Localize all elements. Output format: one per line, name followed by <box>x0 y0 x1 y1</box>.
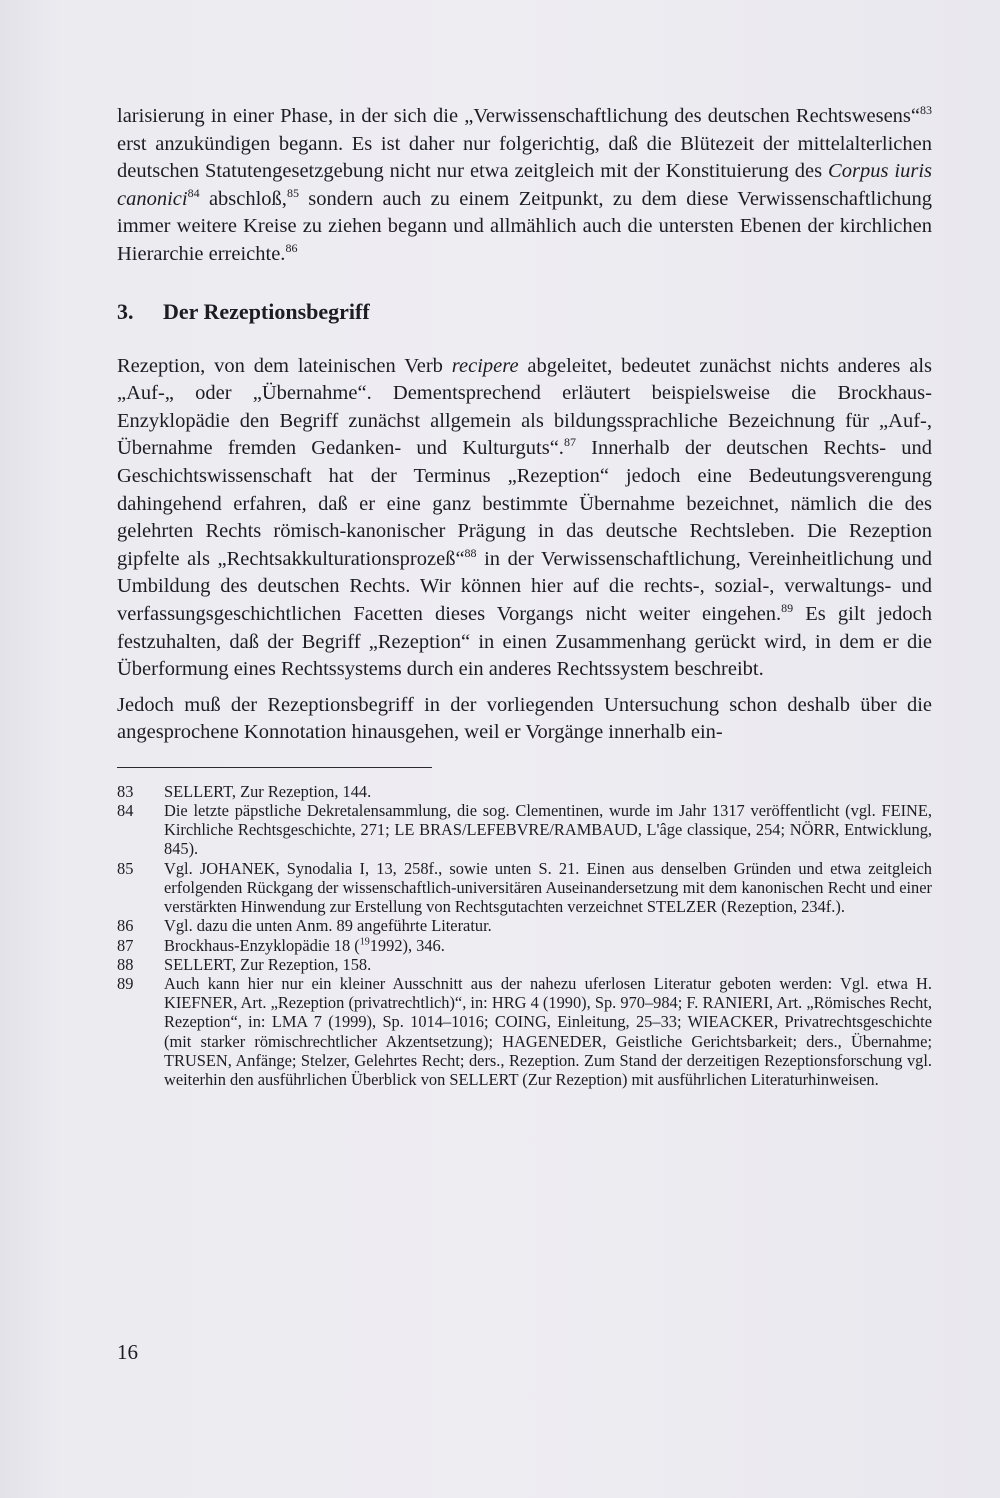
footnote-86 <box>117 916 932 935</box>
footnote-ref-84: 84 <box>187 185 200 200</box>
footnote-text: Die letzte päpstliche Dekretalensammlung, die sog. Clementinen, wurde im Jahr 1317 veröffentlicht (vgl. FEINE, Kirchliche Rechtsgeschichte, 271; LE BRAS/LEFEBVRE/RAMBAUD, L'âge classique, 254; NÖRR, Entwicklung, 845). <box>164 801 932 859</box>
text-run: Innerhalb der deutschen Rechts- und Geschichtswissenschaft hat der Terminus „Rezeption“ jedoch eine Bedeutungsverengung dahingehend erfahren, daß er eine ganz bestimmte Übernahme bezeichnet, nämlich die des gelehrten Rechts römisch-kanonischer Prägung in das deutsche Rechtsleben. Die Rezeption gipfelte als „Rechtsakkulturationsprozeß“ <box>117 437 932 570</box>
footnote-83 <box>117 782 932 801</box>
footnote-number: 83 <box>117 781 134 801</box>
footnote-87 <box>117 936 932 955</box>
text-run: Brockhaus-Enzyklopädie 18 ( <box>164 935 360 955</box>
section-title: Der Rezeptionsbegriff <box>163 298 370 324</box>
footnote-ref-89: 89 <box>781 601 794 616</box>
footnote-text: Auch kann hier nur ein kleiner Ausschnitt aus der nahezu uferlosen Literatur geboten werden: Vgl. etwa H. KIEFNER, Art. „Rezeption (privatrechtlich)“, in: HRG 4 (1990), Sp. 970–984; F. RANIERI, Art. „Römisches Recht, Rezeption“, in: LMA 7 (1999), Sp. 1014–1016; COING, Einleitung, 25–33; WIEACKER, Privatrechtsgeschichte (mit starker römischrechtlicher Akzentsetzung); HAGENEDER, Geistliche Gerichtsbarkeit; ders., Übernahme; TRUSEN, Anfänge; Stelzer, Gelehrtes Recht; ders., Rezeption. Zum Stand der derzeitigen Rezeptionsforschung vgl. weiterhin den ausführlichen Überblick von SELLERT (Zur Rezeption) mit ausführlichen Literaturhinweisen. <box>164 973 932 1089</box>
text-run: abschloß, <box>199 187 287 210</box>
footnote-ref-87: 87 <box>563 435 576 450</box>
footnote-number: 86 <box>117 916 134 936</box>
footnote-89 <box>117 974 932 1089</box>
footnote-number: 87 <box>117 935 134 955</box>
footnote-84 <box>117 801 932 859</box>
paragraph-intro <box>117 103 932 269</box>
paragraph-rezeption <box>117 353 932 684</box>
footnote-separator <box>117 767 432 768</box>
footnote-88 <box>117 955 932 974</box>
paragraph-jedoch: Jedoch muß der Rezeptionsbegriff in der vorliegenden Untersuchung schon deshalb über die angesprochene Konnotation hinausgehen, weil er Vorgänge innerhalb ein- <box>117 693 932 744</box>
text-run: 1992), 346. <box>369 935 445 955</box>
page-number: 16 <box>117 1340 138 1364</box>
text-run: abgeleitet, bedeutet zunächst nichts anderes als „Auf-„ oder „Übernahme“. Dementsprechend erläutert beispielsweise die Brockhaus-Enzyklopädie den Begriff zunächst allgemein als bildungssprachliche Bezeichnung für „Auf-, Übernahme fremden Gedanken- und Kulturguts“. <box>117 354 932 460</box>
italic-term: recipere <box>451 354 519 377</box>
text-block <box>117 103 932 1089</box>
footnote-text: Vgl. JOHANEK, Synodalia I, 13, 258f., sowie unten S. 21. Einen aus denselben Gründen und etwa zeitgleich erfolgenden Rückgang der wissenschaftlich-universitären Auseinandersetzung mit dem kanonischen Recht und einer verstärkten Hinwendung zur Erstellung von Rechtsgutachten verzeichnet STELZER (Rezeption, 234f.). <box>164 858 932 917</box>
text-run: Rezeption, von dem lateinischen Verb <box>117 354 452 377</box>
text-run: in der Verwissenschaftlichung, Vereinheitlichung und Umbildung des deutschen Rechts. Wir können hier auf die rechts-, sozial-, verwaltungs- und verfassungsgeschichtlichen Facetten dieses Vorgangs nicht weiter eingehen. <box>117 547 933 625</box>
footnote-ref-88: 88 <box>464 545 477 560</box>
footnote-ref-86: 86 <box>285 241 298 256</box>
footnote-number: 89 <box>117 973 134 993</box>
footnote-number: 85 <box>117 858 134 878</box>
footnote-number: 84 <box>117 801 134 821</box>
section-number: 3. <box>117 298 134 324</box>
footnote-text <box>164 936 932 955</box>
footnote-text: SELLERT, Zur Rezeption, 144. <box>164 781 372 801</box>
text-run: larisierung in einer Phase, in der sich die „Verwissenschaftlichung des deutschen Rechtswesens“ <box>117 105 920 127</box>
footnote-text: SELLERT, Zur Rezeption, 158. <box>164 954 372 974</box>
italic-term: Corpus iuris canonici <box>117 160 933 210</box>
edition-superscript: 19 <box>359 936 370 948</box>
footnote-ref-85: 85 <box>286 185 299 200</box>
footnote-ref-83: 83 <box>920 103 932 118</box>
text-run: Es gilt jedoch festzuhalten, daß der Begriff „Rezeption“ in einen Zusammenhang gerückt wird, in dem er die Überformung eines Rechtssystems durch ein anderes Rechtssystem beschreibt. <box>117 602 932 681</box>
footnote-85 <box>117 859 932 917</box>
text-run: sondern auch zu einem Zeitpunkt, zu dem diese Verwissenschaftlichung immer weitere Kreise zu ziehen begann und allmählich auch die untersten Ebenen der kirchlichen Hierarchie erreichte. <box>117 187 932 265</box>
text-run: erst anzukündigen begann. Es ist daher nur folgerichtig, daß die Blütezeit der mittelalterlichen deutschen Statutengesetzgebung nicht nur etwa zeitgleich mit der Konstituierung des <box>117 132 932 183</box>
footnote-number: 88 <box>117 954 134 974</box>
section-heading <box>117 297 932 327</box>
footnote-text: Vgl. dazu die unten Anm. 89 angeführte Literatur. <box>164 916 492 936</box>
